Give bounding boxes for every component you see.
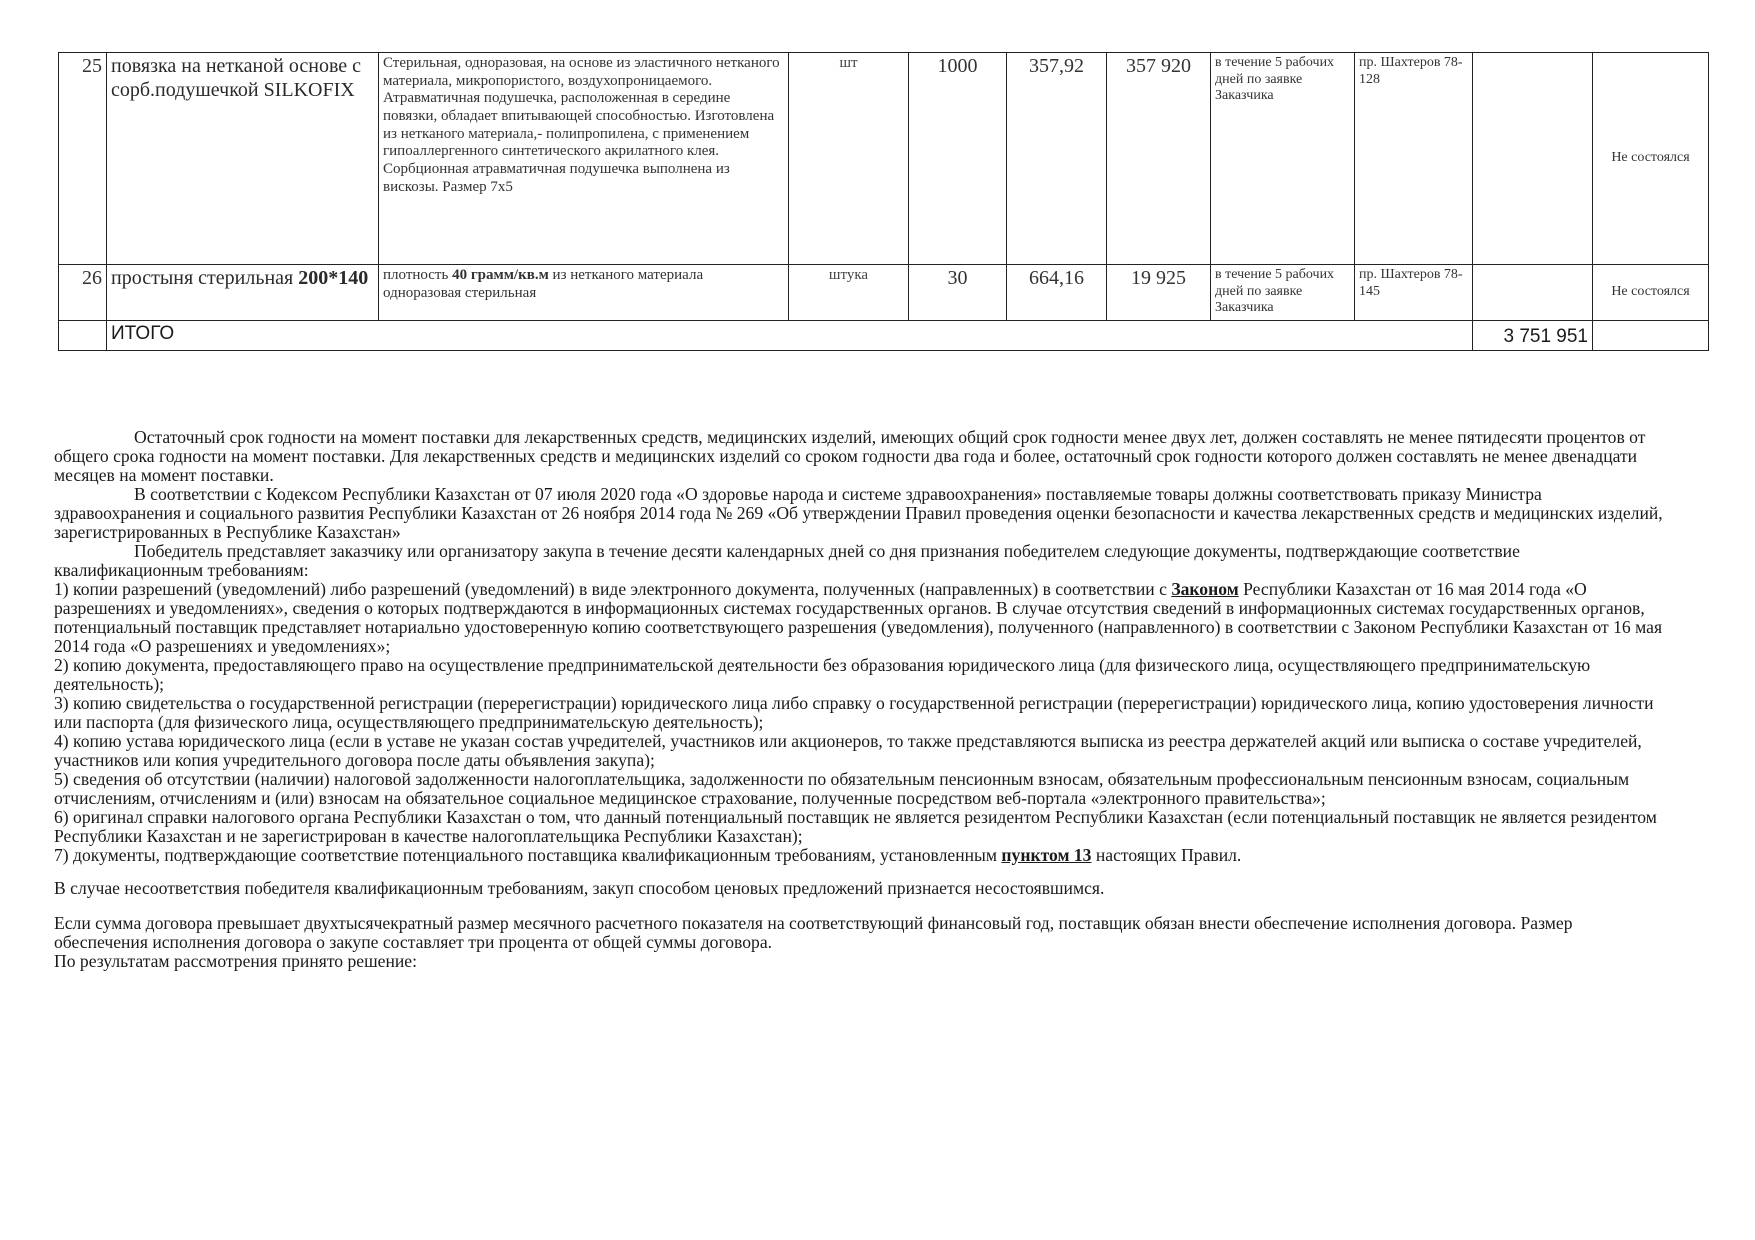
item-sum: 357 920	[1107, 53, 1211, 265]
desc-post: из нетканого материала одноразовая стерильная	[383, 267, 704, 301]
list-item-7-pre: 7) документы, подтверждающие соответствие потенциального поставщика квалификационным требованиям, установленным	[54, 845, 998, 865]
item-description: Стерильная, одноразовая, на основе из эластичного нетканого материала, микропористого, воздухопроницаемого. Атравматичная подушечка, расположенная в середине повязки, обладает впитывающей способностью. Изготовлена из нетканого материала,- полипропилена, с применением гипоаллергенного синтетического акрилатного клея. Сорбционная атравматичная подушечка выполнена из вискозы. Размер 7х5	[379, 53, 789, 265]
clause-link[interactable]: пунктом 13	[1001, 845, 1092, 865]
paragraph-code-compliance: В соответствии с Кодексом Республики Казахстан от 07 июля 2020 года «О здоровье народа и системе здравоохранения» поставляемые товары должны соответствовать приказу Министра здравоохранения и социального развития Республики Казахстан от 26 ноября 2014 года № 269 «Об утверждении Правил проведения оценки безопасности и качества лекарственных средств и медицинских изделий, зарегистрированных в Республике Казахстан»	[54, 484, 1663, 542]
desc-pre: плотность	[383, 267, 449, 283]
delivery-address: пр. Шахтеров 78-145	[1355, 265, 1473, 321]
paragraph-decision: По результатам рассмотрения принято решение:	[54, 951, 417, 971]
item-description	[379, 265, 789, 321]
item-price: 664,16	[1007, 265, 1107, 321]
delivery-address: пр. Шахтеров 78-128	[1355, 53, 1473, 265]
row-number: 26	[59, 265, 107, 321]
table-row	[59, 265, 1709, 321]
status-cell: Не состоялся	[1593, 265, 1709, 321]
item-name	[107, 265, 379, 321]
empty-cell	[1593, 321, 1709, 351]
total-label-text: ИТОГО	[111, 323, 175, 344]
empty-cell	[1473, 265, 1593, 321]
law-link[interactable]: Законом	[1171, 579, 1239, 599]
item-sum: 19 925	[1107, 265, 1211, 321]
list-item-4: 4) копию устава юридического лица (если в уставе не указан состав учредителей, участников или акционеров, то также представляются выписка из реестра держателей акций или выписка о составе учредителей, участников или копия учредительного договора после даты объявления закупа);	[54, 731, 1642, 770]
document-body	[54, 428, 1664, 971]
item-name-text: простыня стерильная	[111, 267, 294, 289]
list-item-1-post: Республики Казахстан от 16 мая 2014 года «О разрешениях и уведомлениях», сведения о которых подтверждаются в информационных системах государственных органов. В случае отсутствия сведений в информационных системах государственных органов, потенциальный поставщик представляет нотариально удостоверенную копию соответствующего разрешения (уведомления), полученного (направленного) в соответствии с Законом Республики Казахстан от 16 мая 2014 года «О разрешениях и уведомлениях»;	[54, 579, 1663, 656]
total-sum: 3 751 951	[1473, 321, 1593, 351]
item-quantity: 30	[909, 265, 1007, 321]
item-unit: штука	[789, 265, 909, 321]
delivery-term: в течение 5 рабочих дней по заявке Заказчика	[1211, 265, 1355, 321]
total-row	[59, 321, 1709, 351]
list-item-1	[54, 580, 1664, 656]
item-unit: шт	[789, 53, 909, 265]
paragraph-shelf-life: Остаточный срок годности на момент поставки для лекарственных средств, медицинских изделий, имеющих общий срок годности менее двух лет, должен составлять не менее пятидесяти процентов от общего срока годности на момент поставки. Для лекарственных средств и медицинских изделий со сроком годности два года и более, остаточный срок годности которого должен составлять не менее двенадцати месяцев на момент поставки.	[54, 427, 1646, 485]
paragraph-noncompliance: В случае несоответствия победителя квалификационным требованиям, закуп способом ценовых предложений признается несостоявшимся.	[54, 878, 1105, 898]
table-row	[59, 53, 1709, 265]
delivery-term: в течение 5 рабочих дней по заявке Заказчика	[1211, 53, 1355, 265]
paragraph-contract-security: Если сумма договора превышает двухтысячекратный размер месячного расчетного показателя на соответствующий финансовый год, поставщик обязан внести обеспечение исполнения договора. Размер обеспечения исполнения договора о закупе составляет три процента от общей суммы договора.	[54, 913, 1573, 952]
list-item-7-post: настоящих Правил.	[1095, 845, 1242, 865]
list-item-5: 5) сведения об отсутствии (наличии) налоговой задолженности налогоплательщика, задолженности по обязательным пенсионным взносам, обязательным профессиональным пенсионным взносам, социальным отчислениям, отчислениям и (или) взносам на обязательное социальное медицинское страхование, полученные посредством веб-портала «электронного правительства»;	[54, 769, 1630, 808]
empty-cell	[59, 321, 107, 351]
list-item-7	[54, 846, 1664, 865]
item-quantity: 1000	[909, 53, 1007, 265]
items-table	[58, 52, 1709, 351]
list-item-3: 3) копию свидетельства о государственной регистрации (перерегистрации) юридического лица либо справку о государственной регистрации (перерегистрации) юридического лица, копию удостоверения личности или паспорта (для физического лица, осуществляющего предпринимательскую деятельность);	[54, 693, 1654, 732]
row-number: 25	[59, 53, 107, 265]
item-price: 357,92	[1007, 53, 1107, 265]
desc-density: 40 грамм/кв.м	[452, 267, 549, 283]
list-item-2: 2) копию документа, предоставляющего право на осуществление предпринимательской деятельности без образования юридического лица (для физического лица, осуществляющего предпринимательскую деятельность);	[54, 655, 1591, 694]
total-label	[107, 321, 1473, 351]
list-item-6: 6) оригинал справки налогового органа Республики Казахстан о том, что данный потенциальный поставщик не является резидентом Республики Казахстан (если потенциальный поставщик не является резидентом Республики Казахстан и не зарегистрирован в качестве налогоплательщика Республики Казахстан);	[54, 807, 1657, 846]
list-item-1-pre: 1) копии разрешений (уведомлений) либо разрешений (уведомлений) в виде электронного документа, полученных (направленных) в соответствии с	[54, 579, 1167, 599]
status-cell: Не состоялся	[1593, 53, 1709, 265]
item-size: 200*140	[298, 267, 369, 289]
item-name: повязка на нетканой основе с сорб.подушечкой SILKOFIX	[107, 53, 379, 265]
empty-cell	[1473, 53, 1593, 265]
paragraph-winner-documents: Победитель представляет заказчику или организатору закупа в течение десяти календарных дней со дня признания победителем следующие документы, подтверждающие соответствие квалификационным требованиям:	[54, 541, 1520, 580]
